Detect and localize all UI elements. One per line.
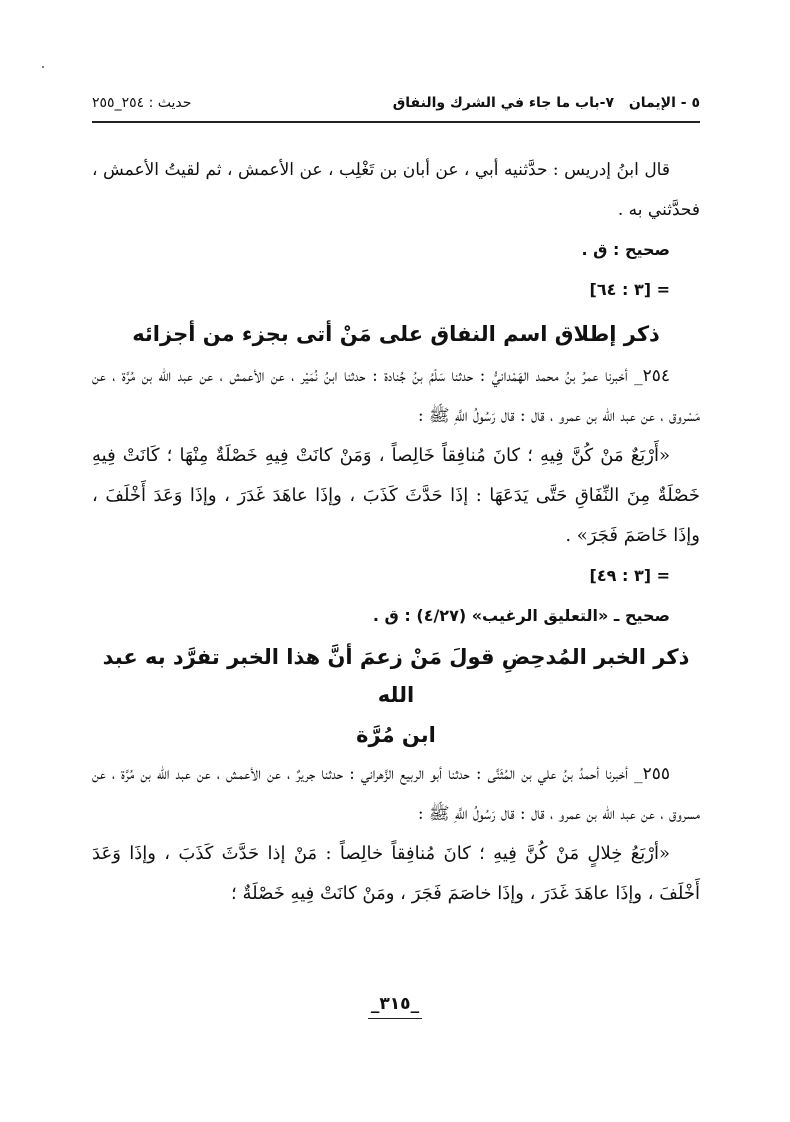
isnad-254: ٢٥٤_ أخبرنا عمرُ بنُ محمد الهَمْدانيُّ : حدثنا سَلْمُ بنُ جُنادة : حدثنا ابنُ نُمَيْر ، عن الأعمش ، عن عبد الله بن مُرَّة ، عن مَسْروق ، عن عبد الله بن عمرو ، قال : قال رَسُولُ اللَّهِ ﷺ : — [92, 366, 700, 426]
matn-255: «أرْبَعُ خِلالٍ مَنْ كُنَّ فِيهِ ؛ كانَ مُنافِقاً خالِصاً : مَنْ إذا حَدَّثَ كَذَبَ ، وإذَا وَعَدَ أَخْلَفَ ، وإذَا عاهَدَ غَدَرَ ، وإذَا خاصَمَ فَجَرَ ، ومَنْ كانَتْ فِيهِ خَصْلَةٌ ؛ — [92, 843, 700, 904]
intro-paragraph: قال ابنُ إدريس : حدَّثنيه أبي ، عن أبان بن تَغْلِب ، عن الأعمش ، ثم لقيتُ الأعمش ، فحدَّثني به . — [92, 160, 700, 220]
matn-254: «أَرْبَعٌ مَنْ كُنَّ فِيهِ ؛ كانَ مُنافِقاً خَالِصاً ، وَمَنْ كانَتْ فِيهِ خَصْلَةٌ مِنْهَا ؛ كَانَتْ فِيهِ خَصْلَةٌ مِنَ النِّفَاقِ حَتَّى يَدَعَهَا : إذَا حَدَّثَ كَذَبَ ، وإذَا عاهَدَ غَدَرَ ، وإذَا وَعَدَ أَخْلَفَ ، وإذَا خَاصَمَ فَجَرَ» . — [92, 445, 700, 546]
section-title: ٧-باب ما جاء في الشرك والنفاق — [392, 95, 614, 111]
isnad-255: ٢٥٥_ أخبرنا أحمدُ بنُ علي بن المُثَنَّى : حدثنا أبو الربيع الزَّهراني : حدثنا جريرٌ ، عن الأعمش ، عن عبد الله بن مُرَّة ، عن مسروق ، عن عبد الله بن عمرو ، قال : قال رَسُولُ اللَّهِ ﷺ : — [92, 764, 700, 824]
page-mark — [42, 66, 44, 68]
grade-note-2: صحيح ـ «التعليق الرغيب» (٤/٢٧) : ق . — [372, 606, 670, 625]
header-rule — [92, 121, 700, 123]
cross-reference-2: = [٣ : ٤٩] — [589, 566, 670, 585]
hadith-range: حديث : ٢٥٤_٢٥٥ — [92, 95, 192, 111]
page-number: _٣١٥_ — [370, 994, 420, 1014]
running-header — [92, 90, 700, 116]
chapter-title: ٥ - الإيمان — [628, 95, 700, 111]
page-number-rule — [368, 1018, 422, 1019]
chapter-heading-2-line-2: ابن مُرَّة — [356, 723, 436, 747]
chapter-heading-2-line-1: ذكر الخبر المُدحِضِ قولَ مَنْ زعمَ أنَّ هذا الخبر تفرَّد به عبد الله — [102, 645, 690, 707]
grade-note-1: صحيح : ق . — [581, 240, 670, 259]
page-body — [92, 150, 700, 914]
cross-reference-1: = [٣ : ٦٤] — [589, 280, 670, 299]
chapter-heading-1: ذكر إطلاق اسم النفاق على مَنْ أتى بجزء من أجزائه — [132, 322, 660, 346]
